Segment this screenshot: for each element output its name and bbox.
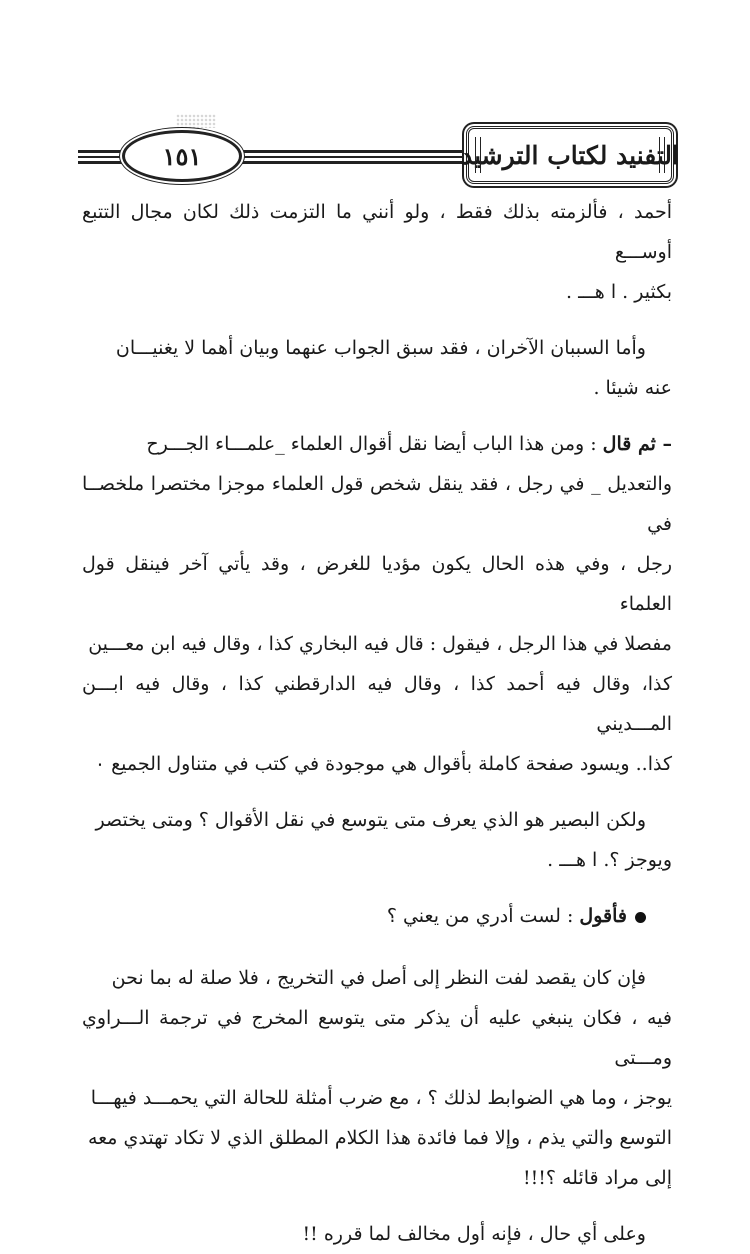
text-line: ولكن البصير هو الذي يعرف متى يتوسع في نقل الأقوال ؟ ومتى يختصر bbox=[95, 809, 646, 831]
text-line: فإن كان يقصد لفت النظر إلى أصل في التخريج ، فلا صلة له بما نحن bbox=[111, 967, 646, 989]
paragraph-6 bbox=[82, 958, 672, 998]
text-line: التوسع والتي يذم ، وإلا فما فائدة هذا الكلام المطلق الذي لا تكاد تهتدي معه bbox=[87, 1127, 672, 1149]
frame-ornament-right bbox=[659, 137, 665, 173]
text-line: عنه شيئا . bbox=[593, 377, 672, 399]
paragraph-2 bbox=[82, 328, 672, 368]
text-line: إلى مراد قائله ؟!!! bbox=[522, 1167, 672, 1189]
paragraph-6-cont bbox=[82, 998, 672, 1198]
frame-ornament-left bbox=[475, 137, 481, 173]
text-line bbox=[82, 896, 646, 936]
text-line: كذا، وقال فيه أحمد كذا ، وقال فيه الدارقطني كذا ، وقال فيه ابـــن المـــديني bbox=[82, 673, 672, 735]
text-line: والتعديل _ في رجل ، فقد ينقل شخص قول العلماء موجزا مختصرا ملخصــا في bbox=[82, 473, 672, 535]
text-line: فيه ، فكان ينبغي عليه أن يذكر متى يتوسع المخرج في ترجمة الـــراوي ومـــتى bbox=[82, 1007, 672, 1069]
reply-lead: فأقول bbox=[579, 905, 627, 927]
bullet-icon bbox=[635, 912, 646, 923]
text-line: كذا.. ويسود صفحة كاملة بأقوال هي موجودة في كتب في متناول الجميع ٠ bbox=[94, 753, 672, 775]
text-line: بكثير . ا هـــ . bbox=[566, 281, 672, 303]
paragraph-3 bbox=[82, 424, 672, 784]
paragraph-7 bbox=[82, 1214, 672, 1254]
book-title: التفنيد لكتاب الترشيد bbox=[460, 140, 679, 170]
paragraph-4 bbox=[82, 800, 672, 840]
text-line: يوجز ، وما هي الضوابط لذلك ؟ ، مع ضرب أمثلة للحالة التي يحمـــد فيهـــا bbox=[90, 1087, 672, 1109]
decorative-dots bbox=[176, 114, 216, 128]
paragraph-1 bbox=[82, 192, 672, 312]
page-body bbox=[82, 192, 672, 1254]
page-number-oval bbox=[122, 130, 242, 182]
paragraph-5 bbox=[82, 896, 672, 936]
text-line: وعلى أي حال ، فإنه أول مخالف لما قرره !! bbox=[302, 1223, 646, 1245]
quote-lead: – ثم قال bbox=[602, 433, 672, 455]
text-line: أحمد ، فألزمته بذلك فقط ، ولو أنني ما التزمت ذلك لكان مجال التتبع أوســـع bbox=[82, 201, 672, 263]
text-fragment: : ومن هذا الباب أيضا نقل أقوال العلماء _علمـــاء الجـــرح bbox=[146, 433, 597, 455]
page-number: ١٥١ bbox=[162, 141, 202, 171]
text-line: رجل ، وفي هذه الحال يكون مؤديا للغرض ، وقد يأتي آخر فينقل قول العلماء bbox=[82, 553, 672, 615]
text-fragment: : لست أدري من يعني ؟ bbox=[386, 905, 574, 927]
text-line bbox=[82, 424, 672, 464]
book-title-frame bbox=[460, 126, 679, 184]
text-line: وأما السببان الآخران ، فقد سبق الجواب عنهما وبيان أهما لا يغنيـــان bbox=[115, 337, 646, 359]
paragraph-4-cont bbox=[82, 840, 672, 880]
text-line: مفصلا في هذا الرجل ، فيقول : قال فيه البخاري كذا ، وقال فيه ابن معـــين bbox=[88, 633, 672, 655]
page-header bbox=[78, 118, 679, 190]
text-line: ويوجز ؟. ا هـــ . bbox=[547, 849, 672, 871]
paragraph-2-cont bbox=[82, 368, 672, 408]
